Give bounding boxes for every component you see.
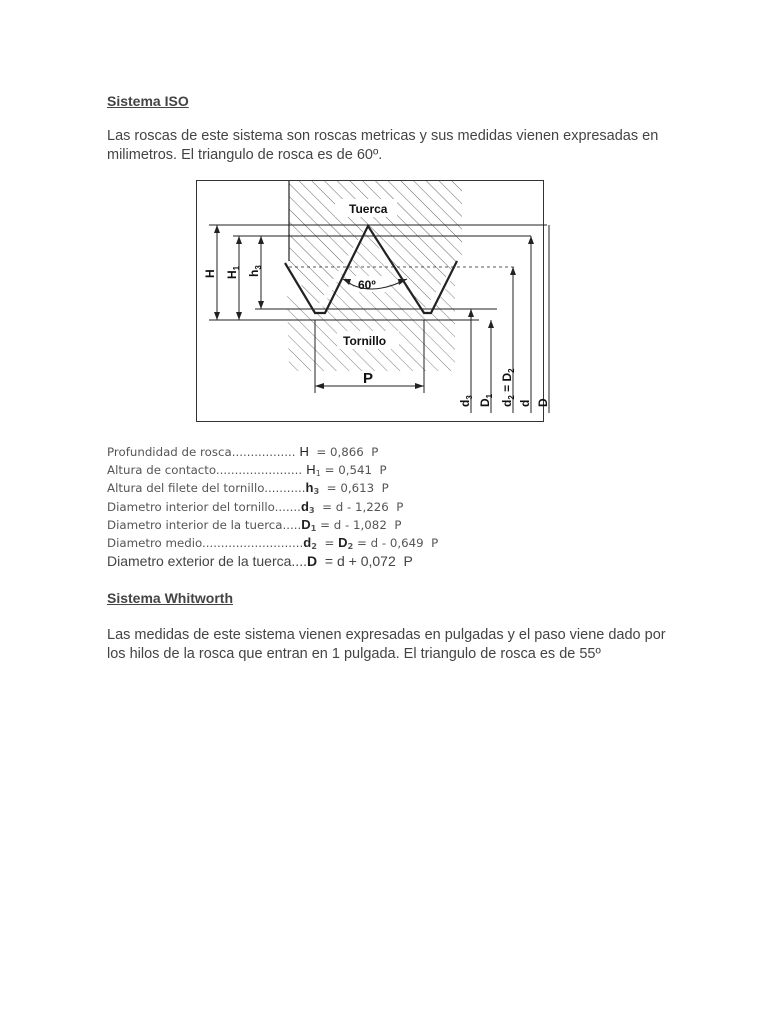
formula-symbol-subscript: 2: [311, 540, 317, 551]
formula-row: [107, 498, 667, 516]
svg-text:H1: [225, 265, 241, 279]
label-H1-text: H: [225, 270, 239, 279]
paragraph-whitworth: Las medidas de este sistema vienen expresadas en pulgadas y el paso viene dado por los hilos de la rosca que entran en 1 pulgada. El triangulo de rosca es de 55º: [107, 627, 666, 662]
formula-expression: = d - 1,082 P: [316, 517, 402, 532]
formula-list: [107, 443, 667, 570]
formula-symbol: h: [305, 480, 314, 496]
arrow: [468, 309, 474, 317]
formula-label: Diametro medio...........................: [107, 535, 304, 550]
svg-text:D1: [478, 393, 494, 407]
formula-row: [107, 516, 667, 534]
pitch-label: P: [363, 370, 374, 387]
label-H: [203, 269, 217, 278]
formula-label: Altura del filete del tornillo...........: [107, 481, 306, 496]
formula-row: [107, 461, 667, 479]
formula-symbol-subscript: 3: [308, 504, 315, 515]
thread-profile-diagram: [196, 180, 550, 422]
label-d2-D2: [500, 368, 516, 407]
label-d: [518, 400, 532, 407]
label-h3-text: h: [247, 269, 261, 277]
arrow: [488, 320, 494, 328]
formula-expression: = 0,866 P: [308, 445, 379, 459]
arrow: [528, 236, 534, 244]
label-D2-sub: 2: [507, 368, 516, 373]
arrow: [214, 312, 220, 320]
formula-label: Diametro exterior de la tuerca....: [107, 553, 307, 570]
label-D-text: D: [536, 398, 550, 407]
label-D1-sub: 1: [485, 393, 494, 399]
formula-row: [107, 479, 667, 497]
label-d3-text: d: [458, 399, 472, 407]
formula-symbol-subscript: 1: [310, 522, 317, 533]
svg-text:d3: [458, 395, 474, 407]
formula-label: Profundidad de rosca.................: [107, 445, 296, 459]
formula-row: [107, 534, 667, 552]
label-h3: [247, 265, 263, 277]
formula-expression: =: [317, 535, 339, 550]
label-H-text: H: [203, 269, 217, 278]
arrow: [236, 236, 242, 244]
formula-symbol: D: [301, 516, 311, 532]
label-d3: [458, 395, 474, 407]
svg-text:h3: [247, 265, 263, 277]
bolt-label: Tornillo: [343, 334, 387, 348]
arrow: [236, 312, 242, 320]
formula-label: Diametro interior de la tuerca.....: [107, 517, 302, 532]
formula-expression: = d - 1,226 P: [314, 499, 404, 514]
paragraph-iso: Las roscas de este sistema son roscas metricas y sus medidas vienen expresadas en milimetros. El triangulo de rosca es de 60º.: [107, 128, 659, 163]
formula-symbol: H: [306, 462, 316, 478]
label-d3-sub: 3: [465, 395, 474, 400]
label-H1-sub: 1: [232, 265, 241, 271]
arrow: [510, 267, 516, 275]
section-heading-whitworth: Sistema Whitworth: [107, 590, 234, 606]
svg-text:d2 = D2: [500, 368, 516, 407]
formula-symbol-subscript: 1: [315, 468, 321, 479]
formula-expression: = 0,541 P: [320, 463, 387, 478]
label-d-text: d: [518, 399, 532, 407]
formula-label: Altura de contacto.......................: [107, 463, 303, 478]
label-D1: [478, 393, 494, 407]
formula-row: [107, 552, 667, 570]
formula-symbol: D: [338, 534, 348, 550]
arrow: [258, 301, 264, 309]
label-H1: [225, 265, 241, 279]
label-d2-sub: 2: [507, 395, 516, 400]
formula-symbol-subscript: 3: [313, 486, 320, 497]
nut-label: Tuerca: [349, 202, 388, 216]
label-D: [536, 398, 550, 407]
arrow: [258, 236, 264, 244]
section-heading-iso: Sistema ISO: [107, 93, 189, 109]
label-D1-text: D: [478, 398, 492, 407]
formula-label: Diametro interior del tornillo.......: [107, 499, 301, 514]
formula-row: [107, 443, 667, 461]
arrow: [315, 383, 324, 389]
formula-symbol: D: [306, 553, 318, 570]
formula-symbol-subscript: 2: [347, 540, 354, 551]
formula-expression: = 0,613 P: [319, 481, 389, 496]
arrow: [214, 225, 220, 233]
label-h3-sub: 3: [254, 265, 263, 270]
formula-symbol: d: [303, 534, 312, 550]
label-D2-text: = D: [500, 372, 514, 396]
formula-expression: = d - 0,649 P: [353, 535, 439, 550]
label-d2-text: d: [500, 399, 514, 407]
arrow: [415, 383, 424, 389]
thread-profile-svg: [197, 181, 550, 421]
formula-expression: = d + 0,072 P: [317, 553, 413, 570]
formula-symbol: d: [300, 498, 309, 514]
angle-label: 60º: [358, 278, 376, 292]
formula-symbol: H: [299, 444, 309, 459]
